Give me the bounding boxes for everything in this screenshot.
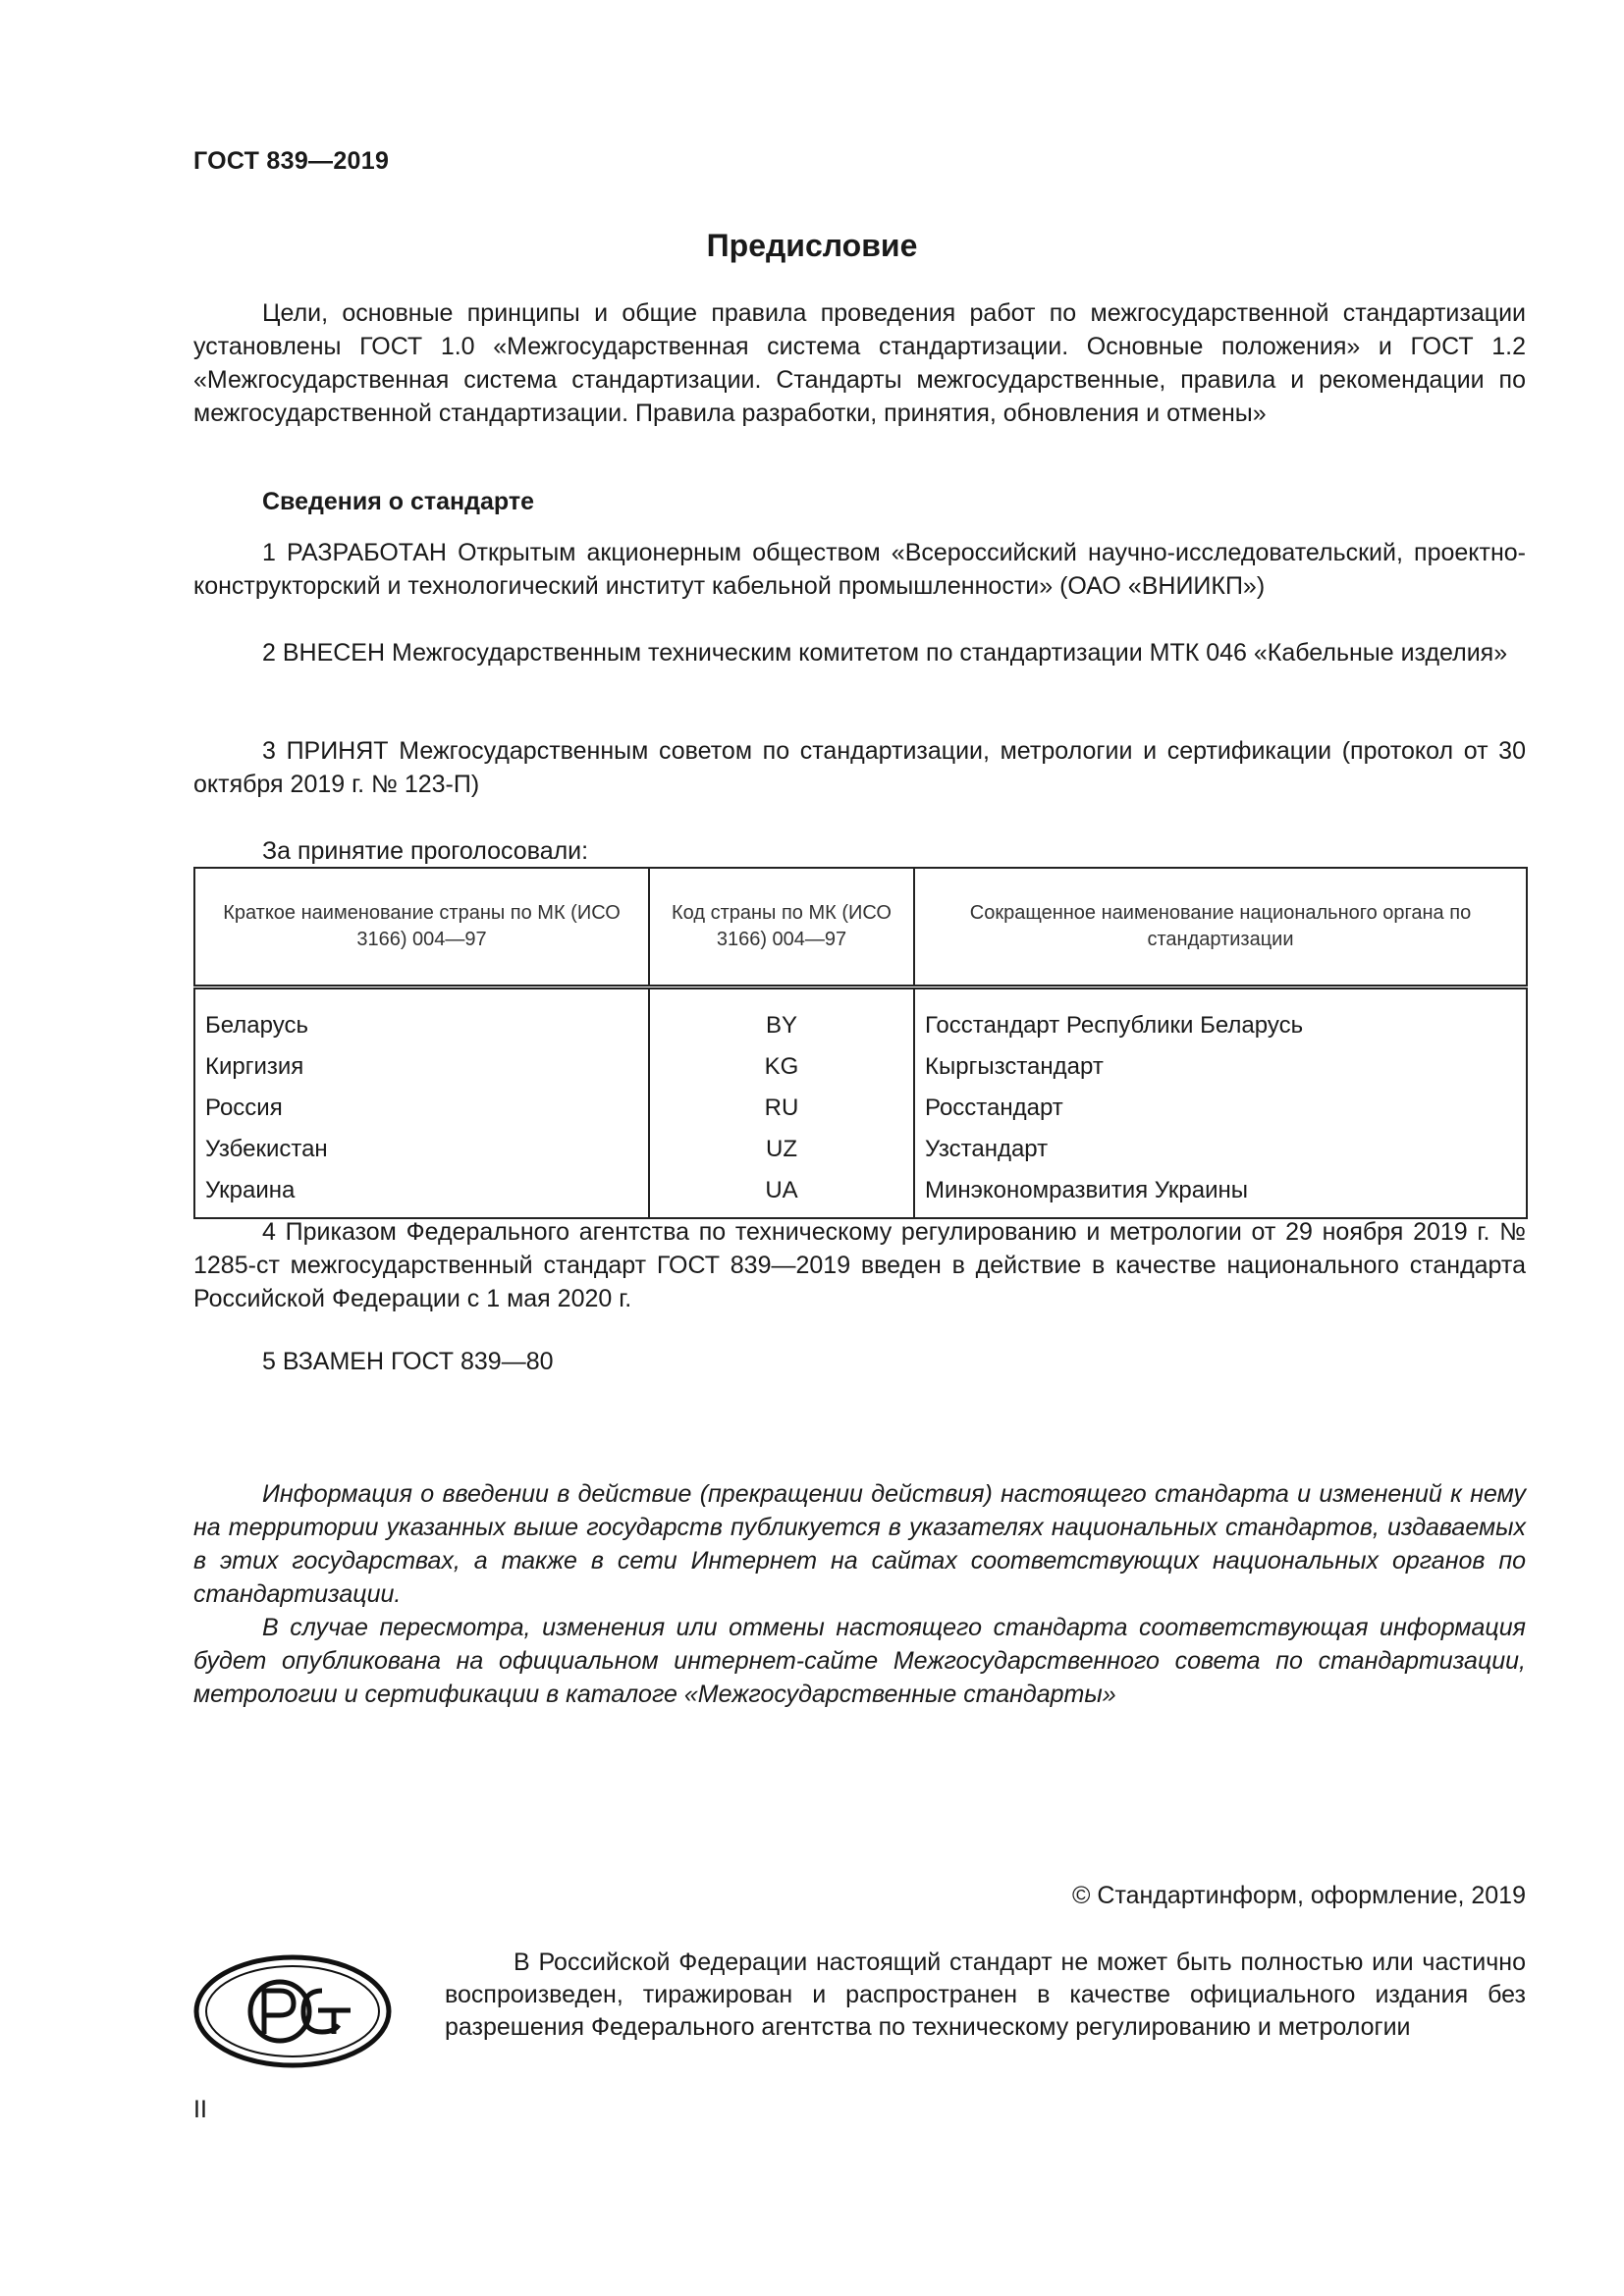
intro-paragraph: Цели, основные принципы и общие правила проведения работ по межгосударственной стандартизации установлены ГОСТ 1.0 «Межгосударственная система стандартизации. Основные положения» и ГОСТ 1.2 «Межгосударственная система стандартизации. Стандарты межгосударственные, правила и рекомендации по межгосударственной стандартизации. Правила разработки, принятия, обновления и отмены»: [193, 299, 1526, 427]
country-cell: Киргизия: [194, 1046, 649, 1088]
body-cell: Госстандарт Республики Беларусь: [914, 988, 1527, 1047]
code-cell: BY: [649, 988, 914, 1047]
vote-intro: За принятие проголосовали:: [262, 837, 589, 865]
code-cell: KG: [649, 1046, 914, 1088]
country-cell: Россия: [194, 1088, 649, 1129]
item-1-developed: 1 РАЗРАБОТАН Открытым акционерным обществом «Всероссийский научно-исследовательский, проектно-конструкторский и технологический институт кабельной промышленности» (ОАО «ВНИИКП»): [193, 539, 1526, 600]
page-title: Предисловие: [706, 228, 918, 263]
country-cell: Украина: [194, 1170, 649, 1218]
col-header-country: Краткое наименование страны по МК (ИСО 3166) 004—97: [194, 868, 649, 988]
table-row: [194, 988, 1527, 1047]
item-2-submitted: 2 ВНЕСЕН Межгосударственным техническим комитетом по стандартизации МТК 046 «Кабельные изделия»: [262, 639, 1508, 667]
item-4-order: 4 Приказом Федерального агентства по техническому регулированию и метрологии от 29 ноября 2019 г. № 1285-ст межгосударственный стандарт ГОСТ 839—2019 введен в действие в качестве национального стандарта Российской Федерации с 1 мая 2020 г.: [193, 1218, 1526, 1312]
voting-countries-table: [193, 867, 1528, 1219]
country-cell: Беларусь: [194, 988, 649, 1047]
body-cell: Росстандарт: [914, 1088, 1527, 1129]
table-header-row: [194, 868, 1527, 988]
body-cell: Кыргызстандарт: [914, 1046, 1527, 1088]
rst-logo-icon: [193, 1953, 392, 2069]
table-row: [194, 1088, 1527, 1129]
standard-code-header: ГОСТ 839—2019: [193, 147, 390, 175]
reproduction-notice: В Российской Федерации настоящий стандарт не может быть полностью или частично воспроизведен, тиражирован и распространен в качестве официального издания без разрешения Федерального агентства по техническому регулированию и метрологии: [445, 1949, 1526, 2041]
item-3-adopted: 3 ПРИНЯТ Межгосударственным советом по стандартизации, метрологии и сертификации (протокол от 30 октября 2019 г. № 123-П): [193, 737, 1526, 798]
code-cell: UZ: [649, 1129, 914, 1170]
col-header-body: Сокращенное наименование национального органа по стандартизации: [914, 868, 1527, 988]
italic-note-1: Информация о введении в действие (прекращении действия) настоящего стандарта и изменений к нему на территории указанных выше государств публикуется в указателях национальных стандартов, издаваемых в этих государствах, а также в сети Интернет на сайтах соответствующих национальных органов по стандартизации.: [193, 1480, 1526, 1608]
info-heading: Сведения о стандарте: [262, 488, 535, 515]
page-number: II: [193, 2096, 207, 2123]
table-row: [194, 1170, 1527, 1218]
country-cell: Узбекистан: [194, 1129, 649, 1170]
rst-logo: [193, 1953, 392, 2069]
italic-note-2: В случае пересмотра, изменения или отмены настоящего стандарта соответствующая информация будет опубликована на официальном интернет-сайте Межгосударственного совета по стандартизации, метрологии и сертификации в каталоге «Межгосударственные стандарты»: [193, 1614, 1526, 1708]
code-cell: RU: [649, 1088, 914, 1129]
table-row: [194, 1129, 1527, 1170]
col-header-code: Код страны по МК (ИСО 3166) 004—97: [649, 868, 914, 988]
code-cell: UA: [649, 1170, 914, 1218]
item-5-replaces: 5 ВЗАМЕН ГОСТ 839—80: [262, 1348, 554, 1375]
table-row: [194, 1046, 1527, 1088]
copyright-line: © Стандартинформ, оформление, 2019: [1072, 1882, 1526, 1909]
body-cell: Узстандарт: [914, 1129, 1527, 1170]
body-cell: Минэкономразвития Украины: [914, 1170, 1527, 1218]
